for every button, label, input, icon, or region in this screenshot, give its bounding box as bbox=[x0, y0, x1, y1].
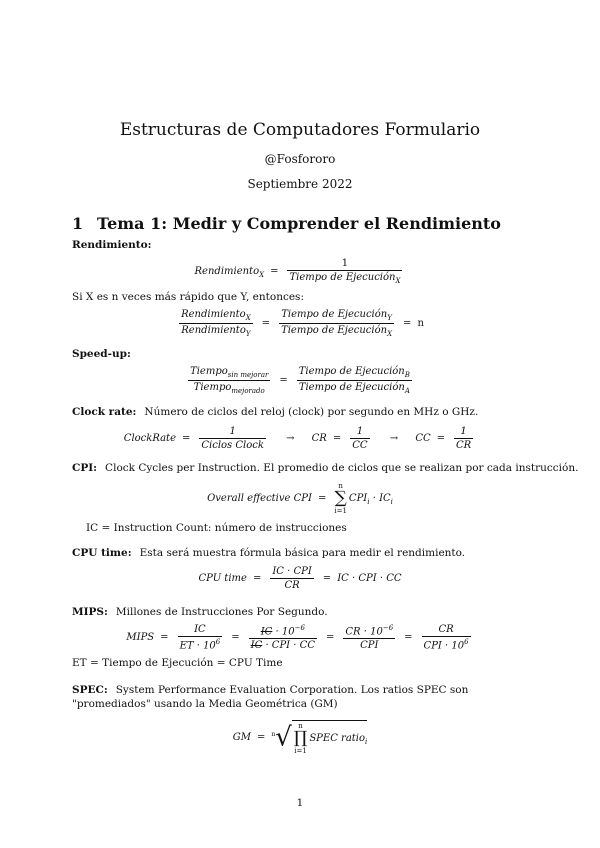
mips-label: MIPS: bbox=[72, 606, 108, 618]
document-author: @Fosfororo bbox=[264, 152, 336, 166]
spec-text: System Performance Evaluation Corporation. Los ratios SPEC son "promediados" usando la Media Geométrica (GM) bbox=[72, 684, 469, 710]
cpi-equation: Overall effective CPI =n ∑ $i=1CPI_i \cdot IC_i$ bbox=[207, 482, 393, 515]
rendimiento-ratio-equation: $\frac{Rendimiento_X}{Rendimiento_Y}$ = $\frac{Tiempo de Ejecución_Y}{Tiempo de Ejecución_X}$ = n bbox=[181, 309, 424, 338]
section-title: Tema 1: Medir y Comprender el Rendimiento bbox=[97, 214, 501, 233]
cpi-label: CPI: bbox=[72, 462, 98, 474]
spec-equation: GM = $^n$√ n ∏ i=1SPEC ratio$_i$ bbox=[232, 722, 368, 755]
document-date: Septiembre 2022 bbox=[247, 177, 353, 191]
cpi-text: Clock Cycles per Instruction. El promedio de ciclos que se realizan por cada instrucción. bbox=[105, 462, 579, 474]
clockrate-equation: ClockRate = $\frac{1}{\text{Ciclos Clock}}$ → CR = $\frac{1}{CC}$ → CC = $\frac{1}{CR}$ bbox=[123, 426, 472, 451]
rendimiento-note: Si X es n veces más rápido que Y, entonces: bbox=[72, 291, 304, 303]
cpi-paragraph bbox=[72, 461, 578, 475]
rendimiento-heading bbox=[72, 238, 160, 252]
section-number: 1 bbox=[72, 214, 84, 233]
clockrate-text: Número de ciclos del reloj (clock) por segundo en MHz o GHz. bbox=[144, 406, 479, 418]
document-title: Estructuras de Computadores Formulario bbox=[119, 120, 481, 140]
speedup-equation: $\frac{Tiempo_{sin mejorar}}{Tiempo_{mejorado}}$ = $\frac{Tiempo de Ejecución_B}{Tiempo de Ejecución_A}$ bbox=[190, 366, 410, 395]
section-heading bbox=[72, 214, 501, 233]
speedup-heading bbox=[72, 347, 139, 361]
spec-paragraph bbox=[72, 683, 542, 711]
ic-note: IC = Instruction Count: número de instrucciones bbox=[86, 522, 347, 534]
page-number: 1 bbox=[296, 797, 304, 809]
et-note: ET = Tiempo de Ejecución = CPU Time bbox=[72, 657, 283, 669]
speedup-label: Speed-up: bbox=[72, 348, 131, 360]
rendimiento-equation: Rendimiento$_X$ = $\frac{1}{Tiempo de Ejecución_X}$ bbox=[194, 258, 401, 285]
cputime-label: CPU time: bbox=[72, 547, 132, 559]
mips-paragraph bbox=[72, 605, 328, 619]
rendimiento-label: Rendimiento: bbox=[72, 239, 152, 251]
clockrate-label: Clock rate: bbox=[72, 406, 137, 418]
spec-label: SPEC: bbox=[72, 684, 108, 696]
clockrate-paragraph bbox=[72, 405, 478, 419]
cputime-equation: CPU time = $\frac{\text{IC · CPI}}{CR}$ = IC · CPI · CC bbox=[198, 566, 402, 591]
cputime-text: Esta será muestra fórmula básica para medir el rendimiento. bbox=[139, 547, 466, 559]
mips-equation: MIPS = $\frac{IC}{ET \cdot 10^6}$ = $\frac{IC \cdot 10^{-6}}{\text{IC · CPI · CC}}$ = $\frac{CR \cdot 10^{-6}}{\text{CPI}}$ = $\frac{CR}{CPI \cdot 10^6}$ bbox=[126, 624, 469, 652]
mips-text: Millones de Instrucciones Por Segundo. bbox=[115, 606, 328, 618]
cputime-paragraph bbox=[72, 546, 465, 560]
